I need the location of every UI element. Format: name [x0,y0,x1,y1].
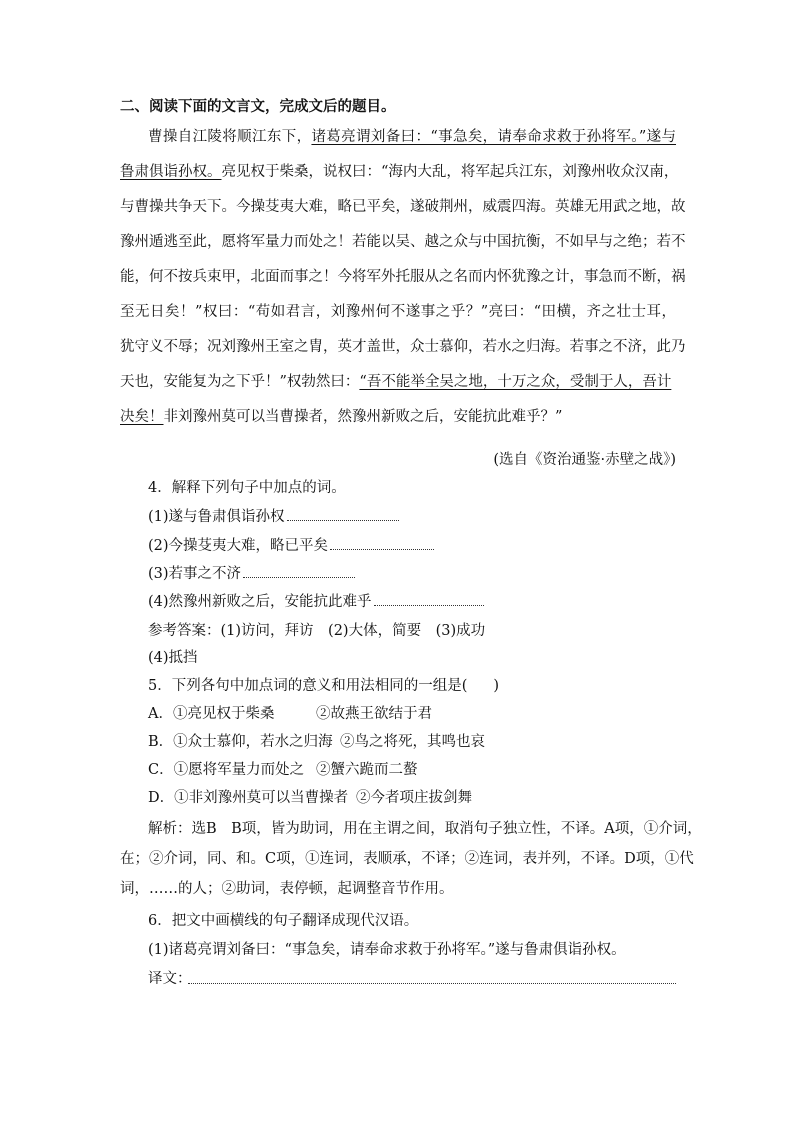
q4-answer-line-1: 参考答案：(1)访问，拜访 (2)大体，简要 (3)成功 [148,623,486,639]
q5-option-b: B．①众士慕仰，若水之归海 ②鸟之将死，其鸣也哀 [148,734,485,750]
q4-item-3: (3)若事之不济 [148,564,704,584]
passage-line-7: 犹守义不辱；况刘豫州王室之胄，英才盖世，众士慕仰，若水之归海。若事之不济，此乃 [120,339,686,355]
q6-translation-label: 译文： [148,971,192,987]
underlined-sentence-2b: 决矣！ [120,409,164,425]
q4-title: 4．解释下列句子中加点的词。 [148,480,346,496]
passage-line-4: 豫州遁逃至此，愿将军量力而处之！若能以吴、越之众与中国抗衡，不如早与之绝；若不 [120,234,686,250]
q5-analysis-line-3: 词，……的人；②助词，表停顿，起调整音节作用。 [120,881,454,897]
passage-line-2: 鲁肃俱诣孙权。亮见权于柴桑，说权曰：“海内大乱，将军起兵江东，刘豫州收众汉南， [120,164,679,180]
translation-blank [188,982,676,984]
q5-option-a: A．①亮见权于柴桑 ②故燕王欲结于君 [148,706,432,722]
q5-analysis-line-1: 解析：选B B项，皆为助词，用在主谓之间，取消句子独立性，不译。A项，①介词， [148,821,702,837]
q4-answer-line-2: (4)抵挡 [148,650,198,666]
q4-item-2: (2)今操芟夷大难，略已平矣 [148,536,704,556]
answer-blank [330,548,434,550]
answer-blank [287,519,399,521]
q4-item-4: (4)然豫州新败之后，安能抗此难乎 [148,592,704,612]
answer-blank [374,604,484,606]
section-title: 二、阅读下面的文言文，完成文后的题目。 [120,98,396,115]
q5-analysis-line-2: 在；②介词，同、和。C项，①连词，表顺承，不译；②连词，表并列，不译。D项，①代 [120,851,694,867]
passage-line-5: 能，何不按兵束甲，北面而事之！今将军外托服从之名而内怀犹豫之计，事急而不断，祸 [120,269,686,285]
underlined-sentence-1a: 诸葛亮谓刘备曰：“事急矣，请奉命求救于孙将军。”遂与 [311,129,677,145]
q6-item-1: (1)诸葛亮谓刘备曰：“事急矣，请奉命求救于孙将军。”遂与鲁肃俱诣孙权。 [148,942,626,958]
q5-option-c: C．①愿将军量力而处之 ②蟹六跪而二螯 [148,762,418,778]
underlined-sentence-1b: 鲁肃俱诣孙权。 [120,164,222,180]
passage-line-9: 决矣！非刘豫州莫可以当曹操者，然豫州新败之后，安能抗此难乎？” [120,409,563,425]
passage-line-6: 至无日矣！”权曰：“苟如君言，刘豫州何不遂事之乎？”亮曰：“田横，齐之壮士耳， [120,304,676,320]
answer-blank [243,576,355,578]
passage-line-8: 天也，安能复为之下乎！”权勃然曰：“吾不能举全吴之地，十万之众，受制于人，吾计 [120,374,672,390]
q4-item-1: (1)遂与鲁肃俱诣孙权 [148,507,704,527]
source-citation: (选自《资治通鉴·赤壁之战》) [493,452,676,468]
passage-line-3: 与曹操共争天下。今操芟夷大难，略已平矣，遂破荆州，威震四海。英雄无用武之地，故 [120,199,686,215]
passage-line-1: 曹操自江陵将顺江东下，诸葛亮谓刘备曰：“事急矣，请奉命求救于孙将军。”遂与 [148,129,677,145]
q5-option-d: D．①非刘豫州莫可以当曹操者 ②今者项庄拔剑舞 [148,790,472,806]
q6-title: 6．把文中画横线的句子翻译成现代汉语。 [148,913,419,929]
q5-title: 5．下列各句中加点词的意义和用法相同的一组是( ) [148,678,500,694]
underlined-sentence-2a: “吾不能举全吴之地，十万之众，受制于人，吾计 [359,374,672,390]
